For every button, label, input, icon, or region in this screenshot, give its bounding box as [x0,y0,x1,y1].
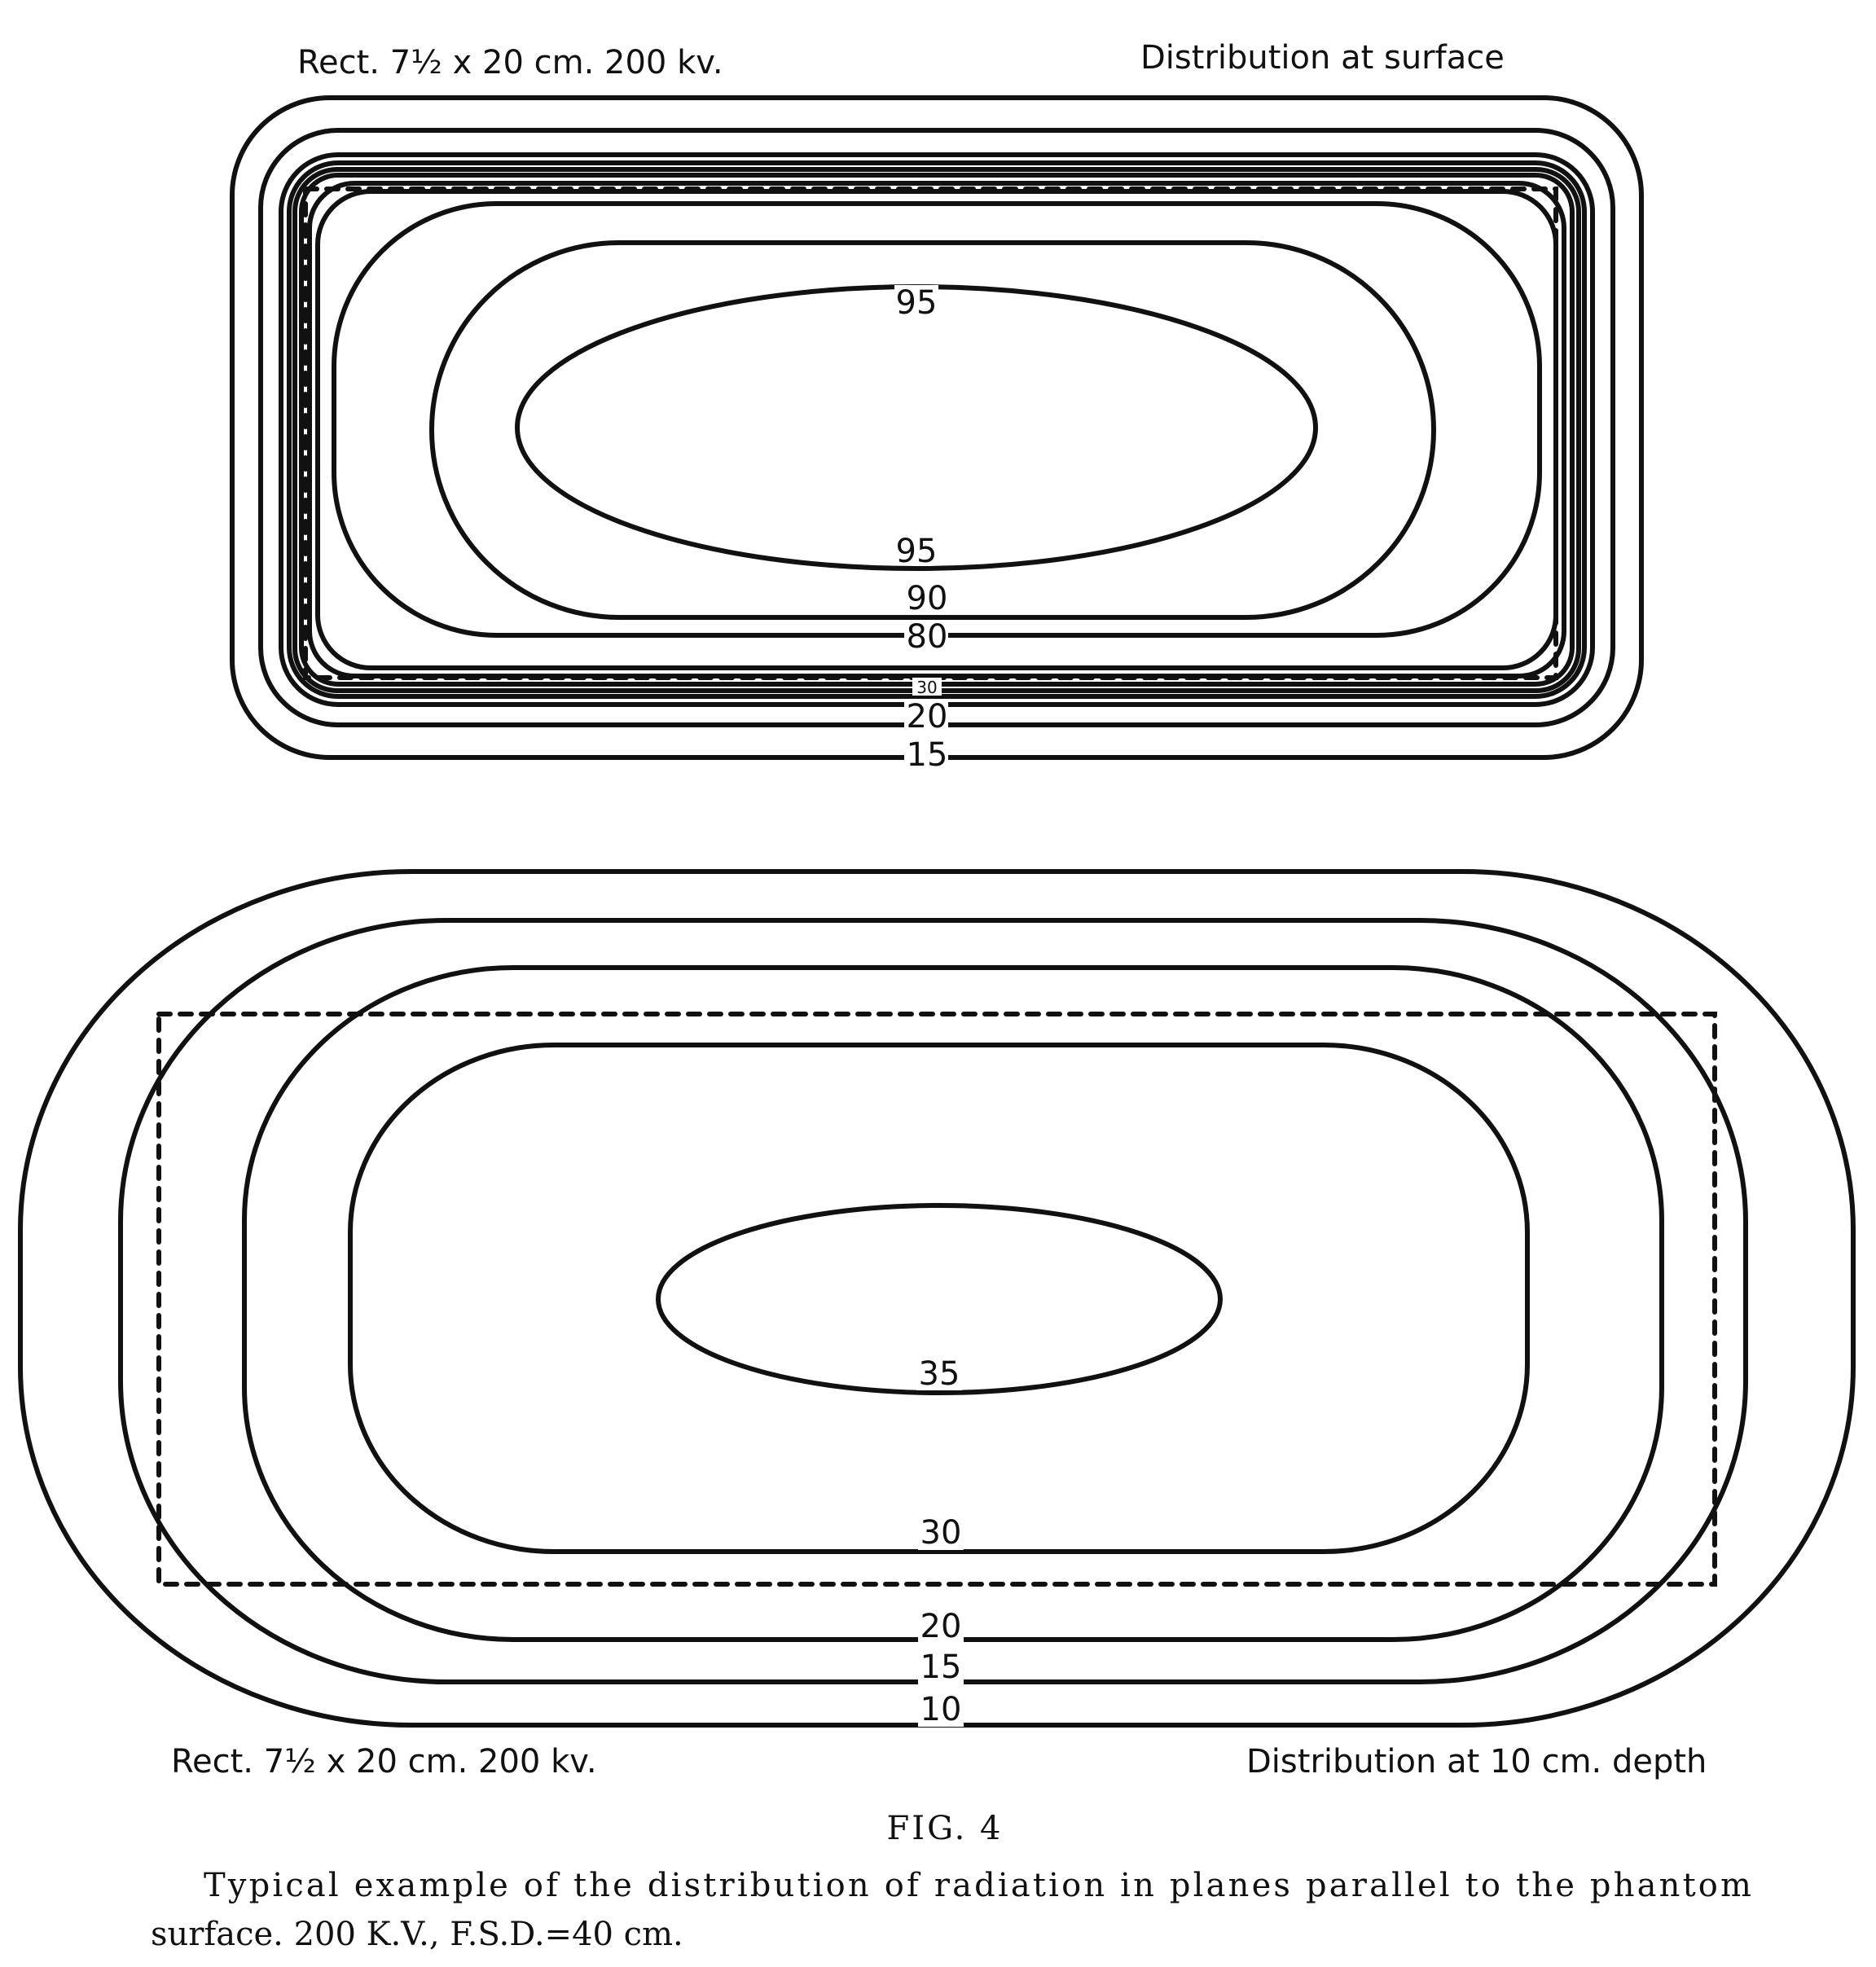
isodose-label-20: 20 [920,1608,962,1645]
caption-line-1: Typical example of the distribution of radiation in planes parallel to the phantom [204,1867,1751,1904]
isodose-label-30: 30 [916,678,938,697]
isodose-curve-15 [232,98,1641,757]
figure-caption [151,1810,1751,1953]
top-header-left: Rect. 7½ x 20 cm. 200 kv. [297,44,723,81]
bottom-footer-left: Rect. 7½ x 20 cm. 200 kv. [171,1743,597,1780]
isodose-curve-95 [517,287,1316,569]
isodose-label-95-bottom: 95 [895,533,938,570]
isodose-label-80: 80 [906,618,948,656]
isodose-label-35: 35 [918,1355,960,1393]
figure-label: FIG. 4 [886,1810,1004,1847]
isodose-curve-30 [350,1045,1527,1552]
surface-distribution-panel [232,39,1641,774]
field-edge-depth [159,1014,1715,1584]
isodose-label-10: 10 [920,1691,962,1728]
isodose-label-15: 15 [920,1649,962,1686]
isodose-curve-10 [20,872,1853,1725]
isodose-label-90: 90 [906,580,948,617]
isodose-label-95-top: 95 [895,284,938,322]
isodose-label-15: 15 [906,736,948,774]
top-header-right: Distribution at surface [1140,39,1505,77]
caption-line-2: surface. 200 K.V., F.S.D.=40 cm. [151,1916,683,1953]
isodose-curve-15 [121,920,1746,1682]
isodose-label-30: 30 [920,1514,962,1552]
bottom-footer-right: Distribution at 10 cm. depth [1246,1743,1707,1780]
depth-distribution-panel [20,872,1853,1780]
isodose-label-20: 20 [906,698,948,735]
